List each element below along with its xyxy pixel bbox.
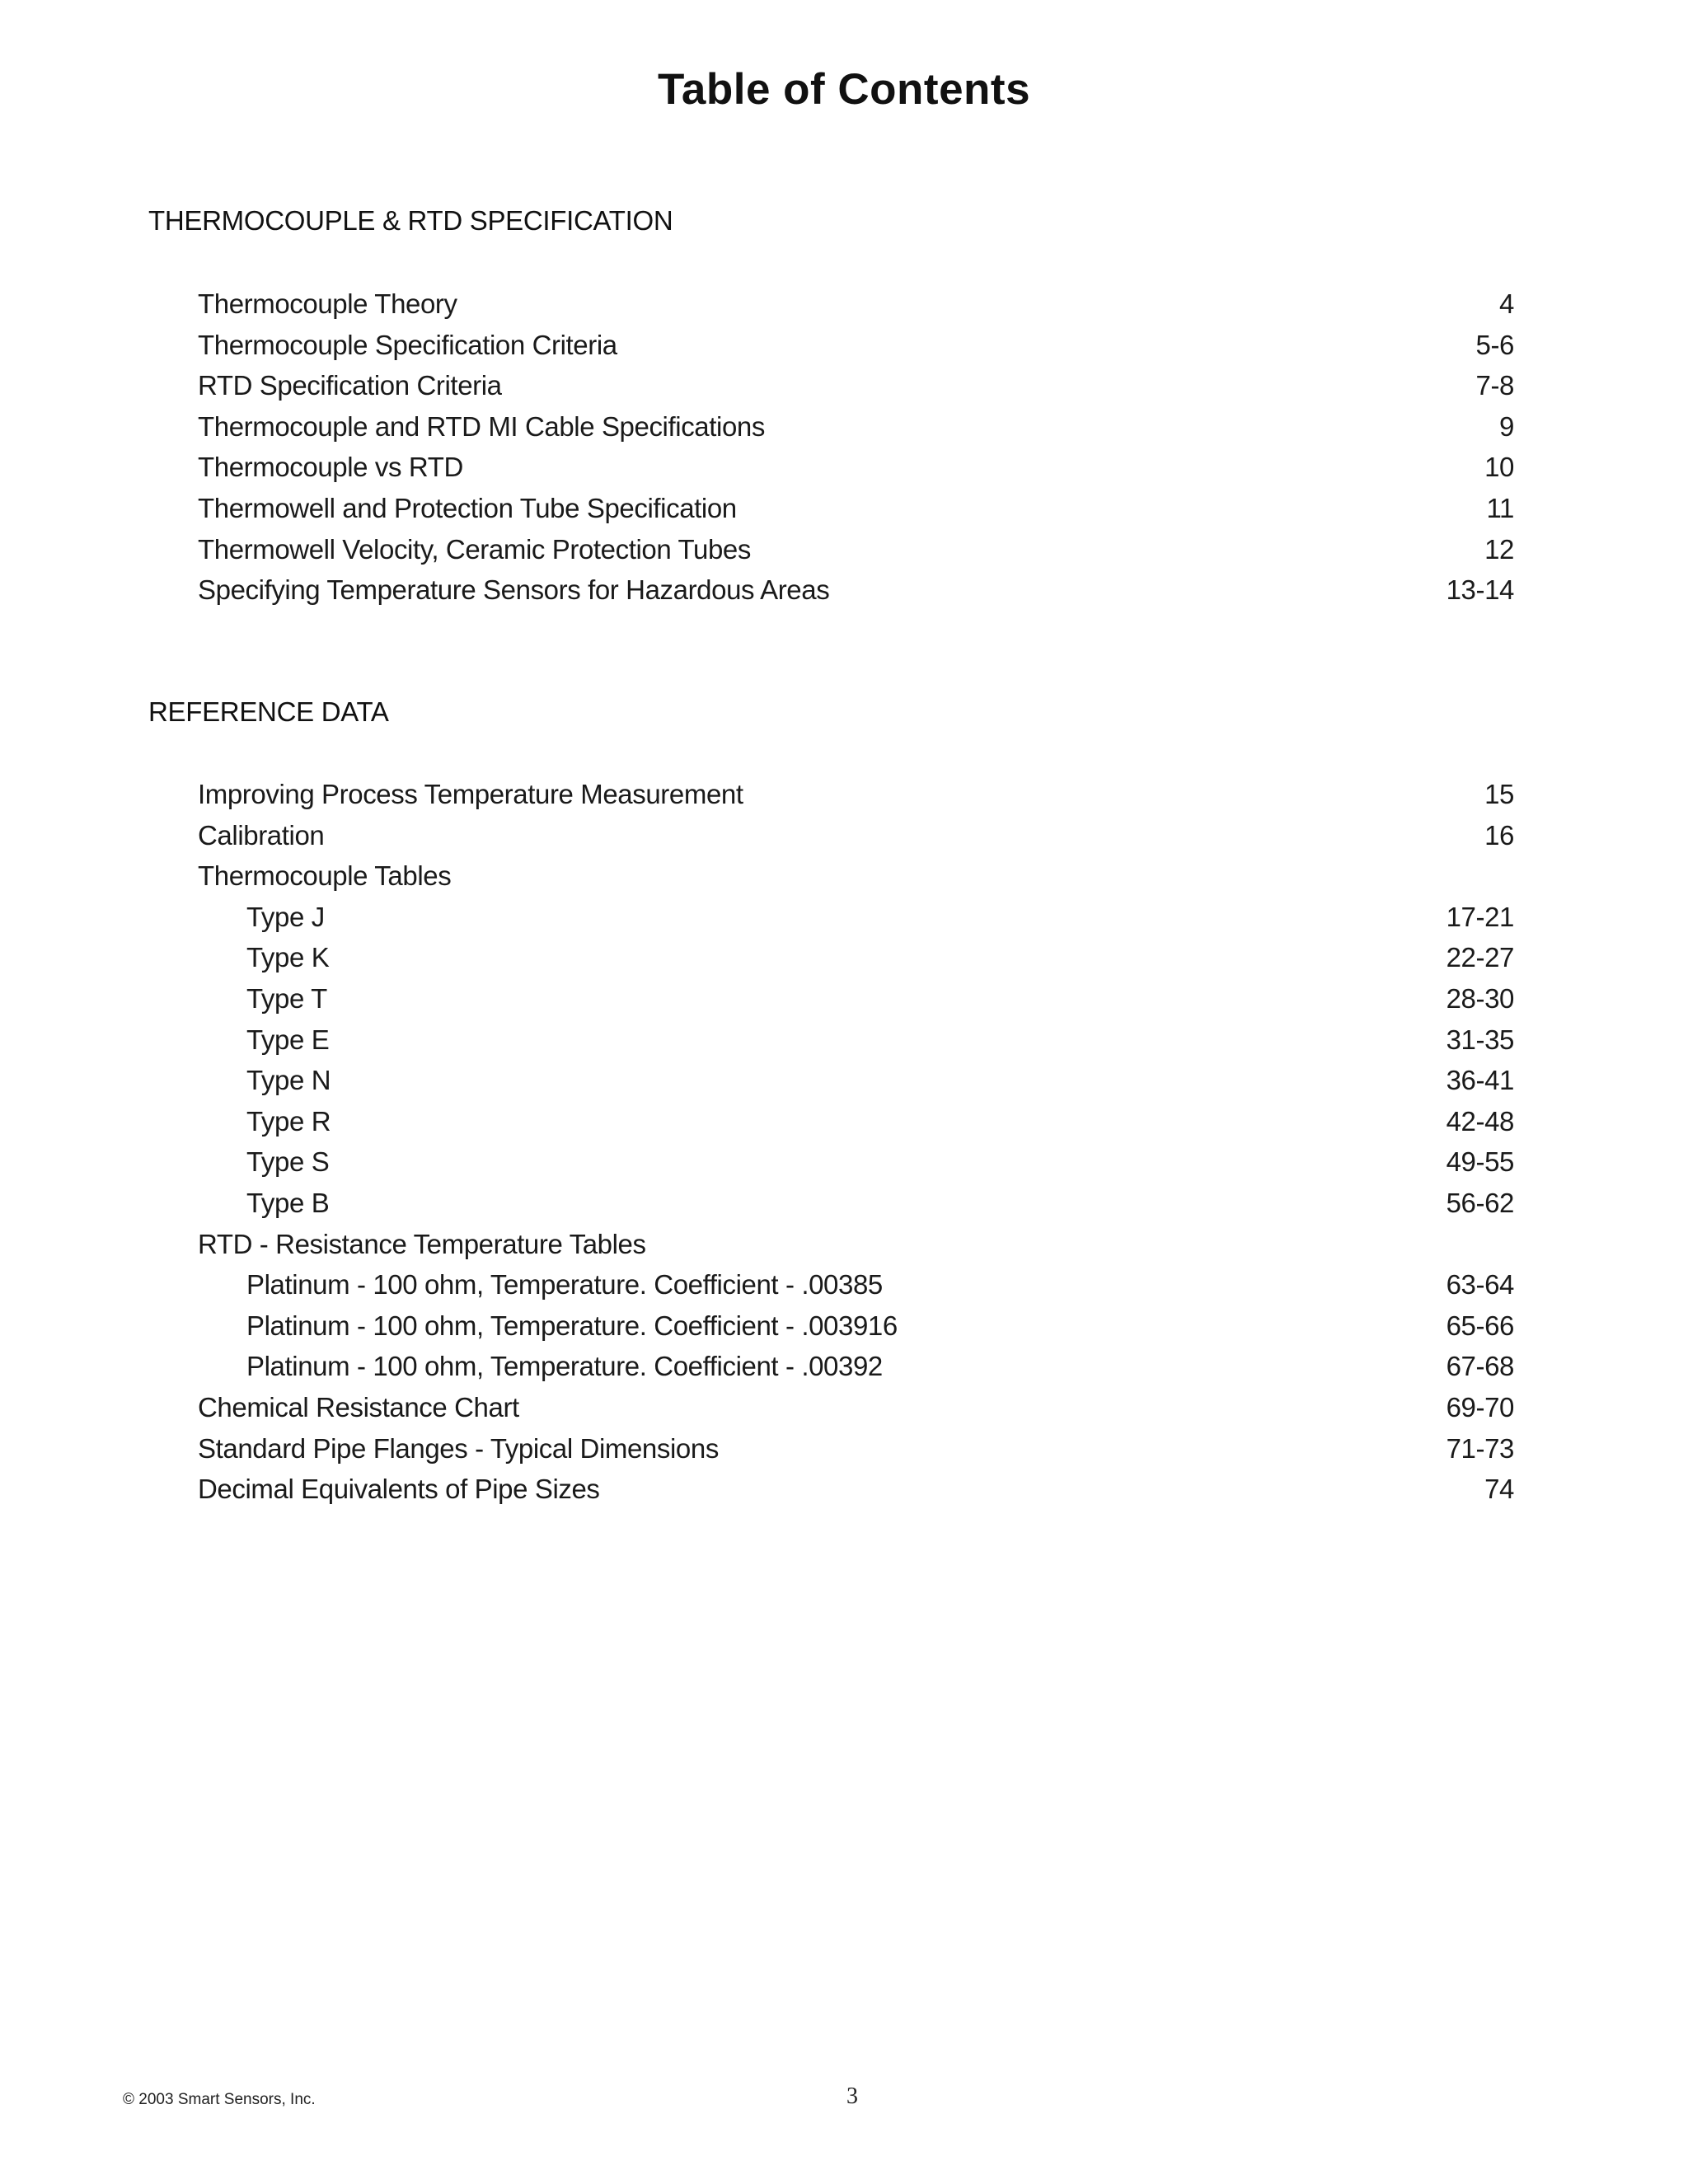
toc-entry-title: Specifying Temperature Sensors for Hazardous Areas <box>198 574 830 606</box>
toc-entry-page: 17-21 <box>1446 901 1514 932</box>
toc-entry[interactable] <box>198 978 1514 1019</box>
toc-entry-title: Thermocouple vs RTD <box>198 452 463 483</box>
toc-entry-title: Type R <box>246 1105 331 1137</box>
toc-entry-title: Thermowell Velocity, Ceramic Protection Tubes <box>198 533 751 565</box>
toc-entry[interactable] <box>198 529 1514 570</box>
toc-entry-page: 12 <box>1484 533 1514 565</box>
toc-list-reference-data <box>198 774 1514 1510</box>
toc-entry-page: 15 <box>1484 779 1514 809</box>
toc-entry-page: 42-48 <box>1446 1105 1514 1137</box>
toc-entry-title: Type E <box>246 1024 330 1055</box>
toc-entry-title: Thermocouple Tables <box>198 860 452 892</box>
toc-entry[interactable] <box>198 1183 1514 1224</box>
toc-entry-page: 65-66 <box>1446 1310 1514 1341</box>
toc-entry-page: 4 <box>1499 288 1514 319</box>
toc-entry[interactable] <box>198 815 1514 856</box>
toc-entry-title: Thermocouple Theory <box>198 288 457 319</box>
toc-entry[interactable] <box>198 897 1514 938</box>
toc-entry-page: 69-70 <box>1446 1391 1514 1422</box>
toc-entry-title: Type T <box>246 982 327 1014</box>
toc-entry[interactable] <box>198 569 1514 611</box>
toc-entry-page: 10 <box>1484 452 1514 483</box>
toc-list-specification <box>198 284 1514 611</box>
toc-entry[interactable] <box>198 488 1514 529</box>
toc-entry[interactable] <box>198 774 1514 815</box>
toc-entry-page: 49-55 <box>1446 1146 1514 1178</box>
toc-entry-title: Thermocouple Specification Criteria <box>198 329 617 360</box>
toc-entry-page: 56-62 <box>1446 1187 1514 1218</box>
toc-entry-title: RTD - Resistance Temperature Tables <box>198 1228 646 1259</box>
toc-entry-page: 13-14 <box>1446 574 1514 606</box>
toc-entry-title: Chemical Resistance Chart <box>198 1391 519 1422</box>
toc-entry-page: 16 <box>1484 819 1514 851</box>
section-heading-specification: THERMOCOUPLE & RTD SPECIFICATION <box>148 205 673 236</box>
toc-entry[interactable] <box>198 1428 1514 1469</box>
toc-entry[interactable] <box>198 447 1514 488</box>
toc-entry-page: 63-64 <box>1446 1269 1514 1301</box>
toc-entry-title: RTD Specification Criteria <box>198 370 502 401</box>
footer-page-number: 3 <box>846 2083 858 2109</box>
toc-entry-page: 31-35 <box>1446 1024 1514 1055</box>
page-title: Table of Contents <box>657 65 1031 114</box>
toc-entry-page: 28-30 <box>1446 982 1514 1014</box>
toc-entry-title: Standard Pipe Flanges - Typical Dimensions <box>198 1432 719 1464</box>
toc-entry-title: Type N <box>246 1065 331 1096</box>
toc-entry[interactable] <box>198 1060 1514 1101</box>
toc-entry[interactable] <box>198 1387 1514 1428</box>
toc-entry[interactable] <box>198 1101 1514 1142</box>
toc-entry-title: Platinum - 100 ohm, Temperature. Coefficient - .00392 <box>246 1351 883 1382</box>
toc-entry-title: Type K <box>246 942 330 973</box>
toc-entry-title: Type S <box>246 1146 330 1178</box>
toc-entry-page: 9 <box>1499 410 1514 442</box>
toc-entry[interactable] <box>198 1141 1514 1183</box>
toc-entry[interactable] <box>198 855 1514 897</box>
section-heading-reference-data: REFERENCE DATA <box>148 696 389 727</box>
toc-entry[interactable] <box>198 1019 1514 1061</box>
toc-entry-title: Improving Process Temperature Measurement <box>198 779 743 809</box>
toc-entry-title: Platinum - 100 ohm, Temperature. Coefficient - .003916 <box>246 1310 898 1341</box>
toc-entry-page: 22-27 <box>1446 942 1514 973</box>
toc-entry[interactable] <box>198 1305 1514 1347</box>
toc-entry[interactable] <box>198 1224 1514 1265</box>
toc-entry[interactable] <box>198 325 1514 366</box>
toc-entry-page: 74 <box>1484 1474 1514 1505</box>
toc-entry-title: Type B <box>246 1187 330 1218</box>
toc-entry-page: 36-41 <box>1446 1065 1514 1096</box>
toc-entry-title: Thermowell and Protection Tube Specification <box>198 492 737 523</box>
toc-entry[interactable] <box>198 1469 1514 1510</box>
toc-entry[interactable] <box>198 1346 1514 1387</box>
footer-copyright: © 2003 Smart Sensors, Inc. <box>123 2091 316 2108</box>
toc-entry-title: Type J <box>246 901 325 932</box>
toc-entry-title: Thermocouple and RTD MI Cable Specifications <box>198 410 765 442</box>
toc-entry[interactable] <box>198 406 1514 448</box>
toc-entry-title: Platinum - 100 ohm, Temperature. Coefficient - .00385 <box>246 1269 883 1301</box>
toc-entry-title: Calibration <box>198 819 325 851</box>
toc-entry-page: 11 <box>1486 492 1514 523</box>
toc-entry[interactable] <box>198 284 1514 325</box>
toc-entry[interactable] <box>198 937 1514 978</box>
toc-entry-page: 7-8 <box>1475 370 1514 401</box>
toc-entry-title: Decimal Equivalents of Pipe Sizes <box>198 1474 600 1505</box>
toc-entry-page: 5-6 <box>1475 329 1514 360</box>
toc-entry[interactable] <box>198 1264 1514 1305</box>
toc-entry-page: 67-68 <box>1446 1351 1514 1382</box>
toc-entry-page: 71-73 <box>1446 1432 1514 1464</box>
toc-entry[interactable] <box>198 365 1514 406</box>
